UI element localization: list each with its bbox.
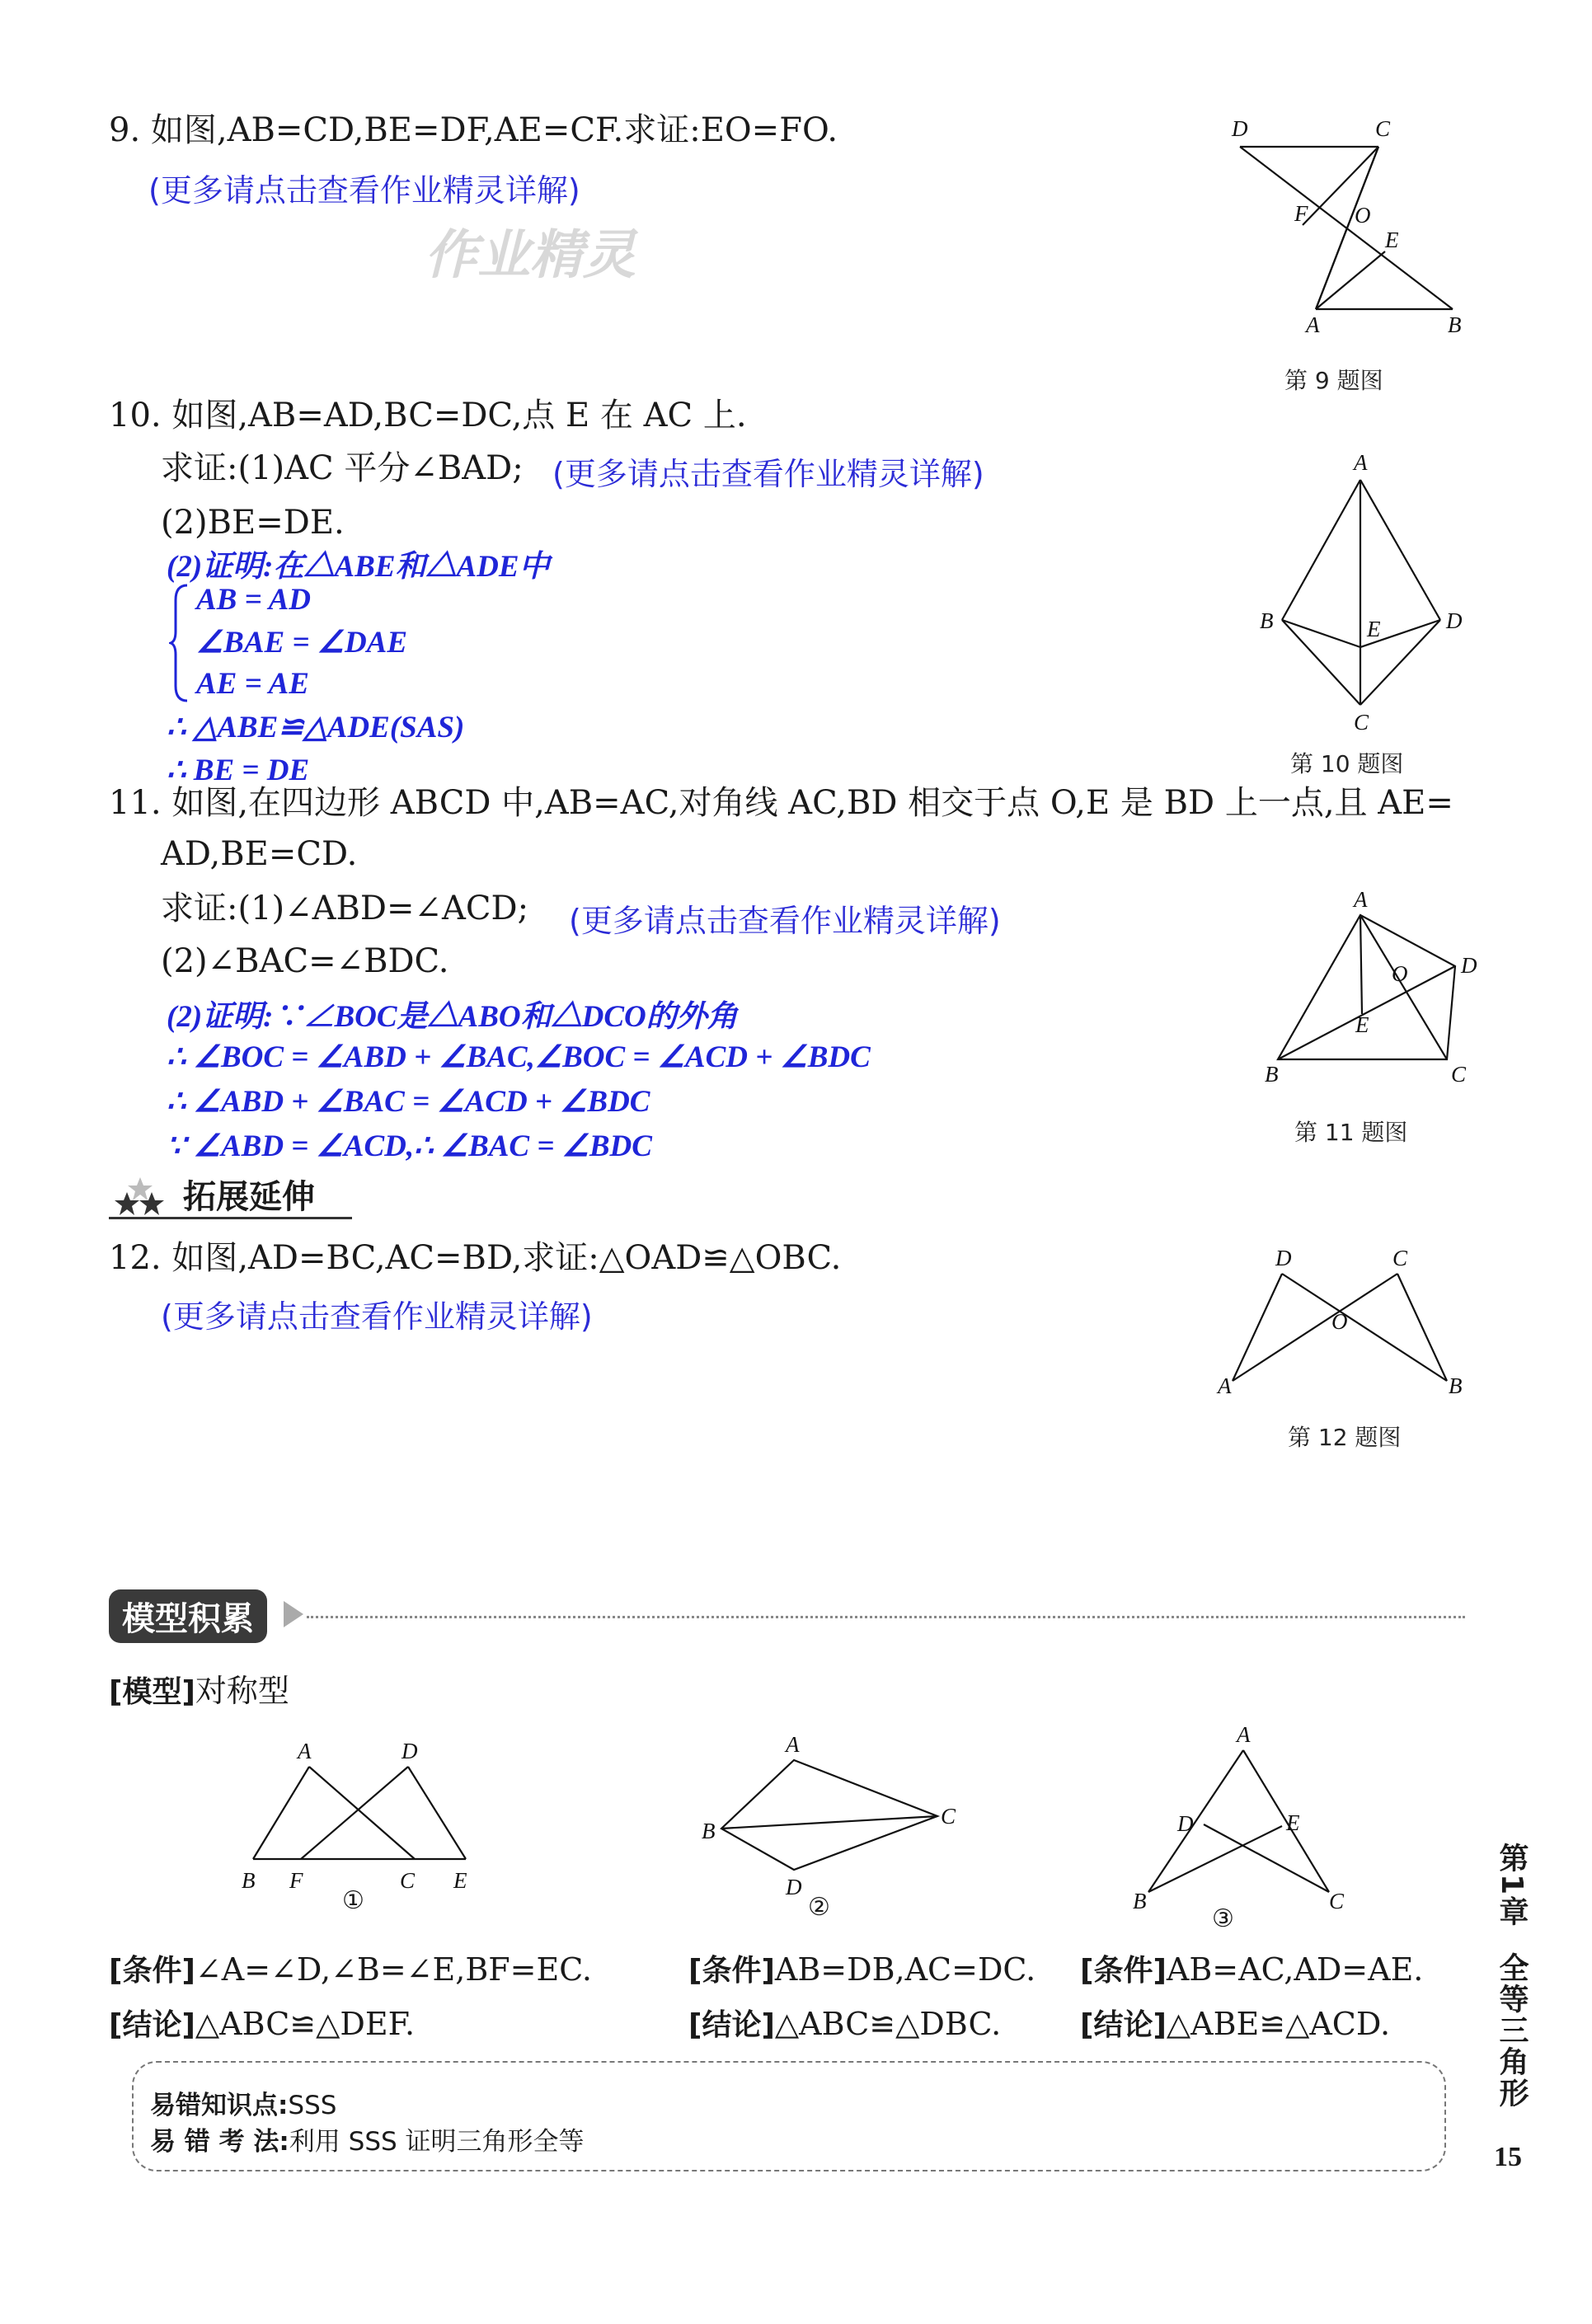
seg-AE: [1360, 915, 1362, 1014]
model-fig1-num: ①: [342, 1886, 364, 1915]
brace: [169, 582, 190, 704]
q10-sol-line4: AE = AE: [196, 667, 309, 701]
model-figure-1: [235, 1735, 499, 1900]
svg-text:C: C: [941, 1804, 956, 1829]
q11-prove1: 求证:(1)∠ABD=∠ACD;: [161, 890, 529, 927]
seg-AC: [1316, 147, 1378, 309]
extend-title: 拓展延伸: [183, 1178, 315, 1216]
seg-FD: [301, 1767, 408, 1859]
page-number: 15: [1494, 2142, 1522, 2172]
seg-AB: [1148, 1750, 1243, 1892]
q11-sol-line1: (2)证明:∵∠BOC是△ABO和△DCO的外角: [167, 1000, 738, 1034]
model-figure-3: [1121, 1719, 1369, 1917]
q11-figure: [1253, 890, 1492, 1096]
svg-text:F: F: [289, 1868, 303, 1893]
svg-text:O: O: [1355, 203, 1371, 228]
q10-sol-line1: (2)证明:在△ABE和△ADE中: [167, 550, 550, 584]
q9-figure: [1220, 107, 1476, 346]
q11-prove2: (2)∠BAC=∠BDC.: [161, 942, 449, 980]
q10-figure: [1245, 445, 1484, 734]
svg-text:A: A: [298, 1739, 312, 1763]
q11-sol-line2: ∴ ∠BOC = ∠ABD + ∠BAC,∠BOC = ∠ACD + ∠BDC: [167, 1040, 871, 1074]
svg-text:E: E: [1355, 1012, 1369, 1037]
q11-sol-line4: ∵ ∠ABD = ∠ACD,∴ ∠BAC = ∠BDC: [167, 1129, 652, 1163]
q12-link[interactable]: (更多请点击查看作业精灵详解): [161, 1298, 593, 1335]
svg-text:D: D: [1232, 116, 1248, 141]
side-chapter: 第1章: [1495, 1843, 1529, 1928]
svg-text:B: B: [1449, 1373, 1463, 1398]
q10-caption: 第 10 题图: [1290, 750, 1404, 777]
tip-knowledge: 易错知识点:SSS: [150, 2091, 337, 2120]
svg-text:A: A: [786, 1732, 800, 1757]
svg-text:E: E: [1385, 228, 1399, 252]
svg-text:E: E: [453, 1868, 467, 1893]
seg-AC: [309, 1767, 415, 1859]
model-fig1-cond: [条件]∠A=∠D,∠B=∠E,BF=EC.: [109, 1951, 593, 1988]
model-fig2-concl: [结论]△ABC≌△DBC.: [688, 2006, 1002, 2042]
extend-underline: [109, 1217, 352, 1219]
svg-text:B: B: [1448, 312, 1462, 337]
q12-text: 12. 如图,AD=BC,AC=BD,求证:△OAD≌△OBC.: [109, 1239, 842, 1277]
q9-text: 9. 如图,AB=CD,BE=DF,AE=CF.求证:EO=FO.: [109, 111, 838, 149]
svg-text:A: A: [1354, 450, 1368, 475]
model-fig3-num: ③: [1212, 1904, 1234, 1933]
svg-text:B: B: [1260, 608, 1274, 633]
model-fig3-cond: [条件]AB=AC,AD=AE.: [1080, 1951, 1424, 1988]
svg-text:E: E: [1367, 617, 1381, 641]
q10-text: 10. 如图,AB=AD,BC=DC,点 E 在 AC 上.: [109, 397, 747, 434]
svg-text:B: B: [1133, 1889, 1147, 1913]
q12-figure: [1216, 1237, 1480, 1401]
model-type-tag: [模型]: [109, 1675, 195, 1709]
svg-text:B: B: [702, 1819, 716, 1843]
model-type-name: 对称型: [195, 1673, 289, 1709]
model-fig3-concl: [结论]△ABE≌△ACD.: [1080, 2006, 1391, 2042]
svg-text:A: A: [1354, 890, 1368, 912]
svg-text:C: C: [1392, 1246, 1408, 1270]
q10-sol-line6: ∴ BE = DE: [167, 754, 310, 787]
seg-DE: [408, 1767, 466, 1859]
svg-text:C: C: [1329, 1889, 1345, 1913]
seg-BA: [253, 1767, 309, 1859]
q11-caption: 第 11 题图: [1294, 1119, 1408, 1146]
model-fig2-num: ②: [808, 1893, 830, 1922]
svg-text:D: D: [1461, 953, 1477, 978]
svg-text:D: D: [1446, 608, 1463, 633]
svg-text:C: C: [1354, 710, 1369, 734]
kite-ABDC: [721, 1760, 937, 1870]
svg-text:C: C: [1451, 1062, 1467, 1087]
q9-link[interactable]: (更多请点击查看作业精灵详解): [148, 172, 580, 209]
svg-text:D: D: [1177, 1811, 1194, 1836]
q11-text1: 11. 如图,在四边形 ABCD 中,AB=AC,对角线 AC,BD 相交于点 O,E 是 BD 上一点,且 AE=: [109, 784, 1453, 822]
seg-BE: [1148, 1826, 1282, 1892]
q10-link[interactable]: (更多请点击查看作业精灵详解): [552, 456, 984, 492]
seg-AB: [1282, 480, 1360, 620]
q12-caption: 第 12 题图: [1288, 1424, 1402, 1451]
svg-text:B: B: [1265, 1062, 1279, 1087]
svg-text:F: F: [1294, 201, 1308, 226]
svg-text:C: C: [1375, 116, 1391, 141]
q10-prove1: 求证:(1)AC 平分∠BAD;: [161, 449, 524, 487]
svg-text:A: A: [1237, 1722, 1251, 1747]
svg-text:O: O: [1392, 961, 1408, 986]
q11-text2: AD,BE=CD.: [161, 835, 358, 873]
model-fig1-concl: [结论]△ABC≌△DEF.: [109, 2006, 416, 2042]
svg-text:E: E: [1286, 1810, 1300, 1835]
svg-text:A: A: [1306, 312, 1320, 337]
seg-BC: [721, 1816, 937, 1829]
q11-sol-line3: ∴ ∠ABD + ∠BAC = ∠ACD + ∠BDC: [167, 1085, 650, 1119]
q11-link[interactable]: (更多请点击查看作业精灵详解): [569, 903, 1001, 939]
q10-sol-line2: AB = AD: [196, 583, 311, 617]
q10-sol-line5: ∴ △ABE≌△ADE(SAS): [167, 711, 465, 744]
tip-method: 易 错 考 法:利用 SSS 证明三角形全等: [150, 2127, 585, 2157]
q9-caption: 第 9 题图: [1284, 367, 1383, 394]
star-icon: [109, 1177, 187, 1218]
triangle-right-icon: [280, 1599, 305, 1629]
model-fig2-cond: [条件]AB=DB,AC=DC.: [688, 1951, 1036, 1988]
svg-text:O: O: [1331, 1309, 1348, 1334]
svg-text:C: C: [400, 1868, 416, 1893]
side-name: 全等三角形: [1495, 1952, 1529, 2109]
watermark: 作业精灵: [425, 225, 636, 286]
q10-prove2: (2)BE=DE.: [161, 504, 345, 542]
svg-text:D: D: [1275, 1246, 1292, 1270]
svg-text:D: D: [402, 1739, 418, 1763]
seg-AC: [1360, 915, 1447, 1059]
svg-text:B: B: [242, 1868, 256, 1893]
model-figure-2: [697, 1731, 969, 1904]
q10-sol-line3: ∠BAE = ∠DAE: [196, 626, 408, 660]
seg-AD: [1360, 480, 1440, 620]
quad-ABCD: [1278, 915, 1455, 1059]
model-dotted-rule: [307, 1616, 1465, 1618]
svg-text:D: D: [786, 1875, 802, 1899]
model-type: [109, 1665, 289, 1711]
model-title: 模型积累: [109, 1589, 267, 1643]
svg-text:A: A: [1218, 1373, 1232, 1398]
